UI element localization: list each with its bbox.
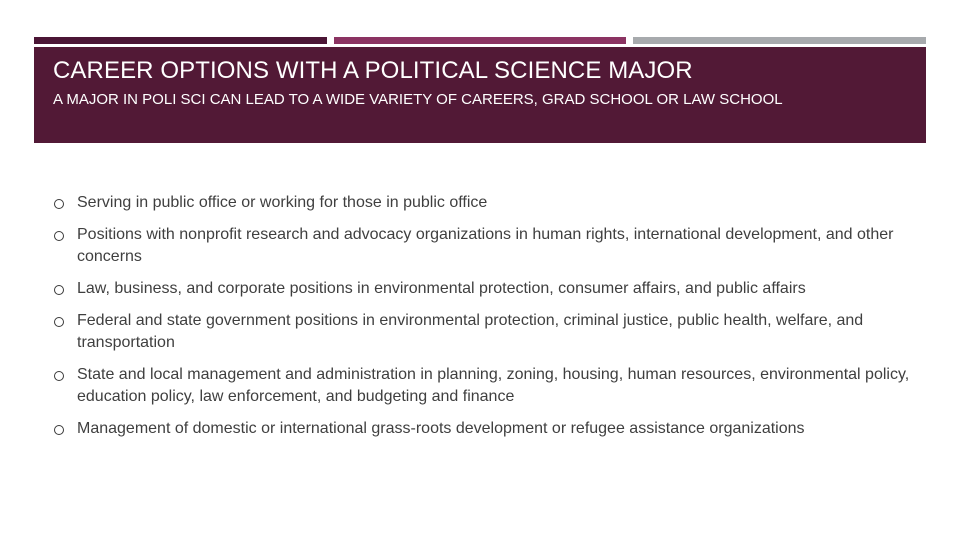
bullet-item bbox=[54, 364, 934, 408]
bullet-list bbox=[54, 192, 934, 450]
hollow-circle-icon bbox=[54, 199, 64, 209]
title-band bbox=[34, 47, 926, 143]
slide-title: CAREER OPTIONS WITH A POLITICAL SCIENCE MAJOR bbox=[53, 57, 693, 84]
hollow-circle-icon bbox=[54, 285, 64, 295]
bullet-item bbox=[54, 418, 934, 440]
bullet-item bbox=[54, 278, 934, 300]
bullet-text: Management of domestic or international grass-roots development or refugee assistance organizations bbox=[77, 420, 805, 437]
accent-bar-left bbox=[34, 37, 327, 44]
bullet-text: Law, business, and corporate positions in environmental protection, consumer affairs, and public affairs bbox=[77, 280, 806, 297]
bullet-item bbox=[54, 224, 934, 268]
hollow-circle-icon bbox=[54, 425, 64, 435]
accent-bar-middle bbox=[334, 37, 626, 44]
bullet-text: Serving in public office or working for those in public office bbox=[77, 194, 488, 211]
hollow-circle-icon bbox=[54, 371, 64, 381]
hollow-circle-icon bbox=[54, 231, 64, 241]
bullet-item bbox=[54, 192, 934, 214]
slide-subtitle: A MAJOR IN POLI SCI CAN LEAD TO A WIDE VARIETY OF CAREERS, GRAD SCHOOL OR LAW SCHOOL bbox=[53, 91, 783, 108]
accent-bar-right bbox=[633, 37, 926, 44]
hollow-circle-icon bbox=[54, 317, 64, 327]
bullet-text: Positions with nonprofit research and advocacy organizations in human rights, international development, and other concerns bbox=[77, 226, 894, 265]
bullet-text: State and local management and administration in planning, zoning, housing, human resources, environmental policy, education policy, law enforcement, and budgeting and finance bbox=[77, 366, 910, 405]
bullet-text: Federal and state government positions in environmental protection, criminal justice, public health, welfare, and transportation bbox=[77, 312, 864, 351]
bullet-item bbox=[54, 310, 934, 354]
